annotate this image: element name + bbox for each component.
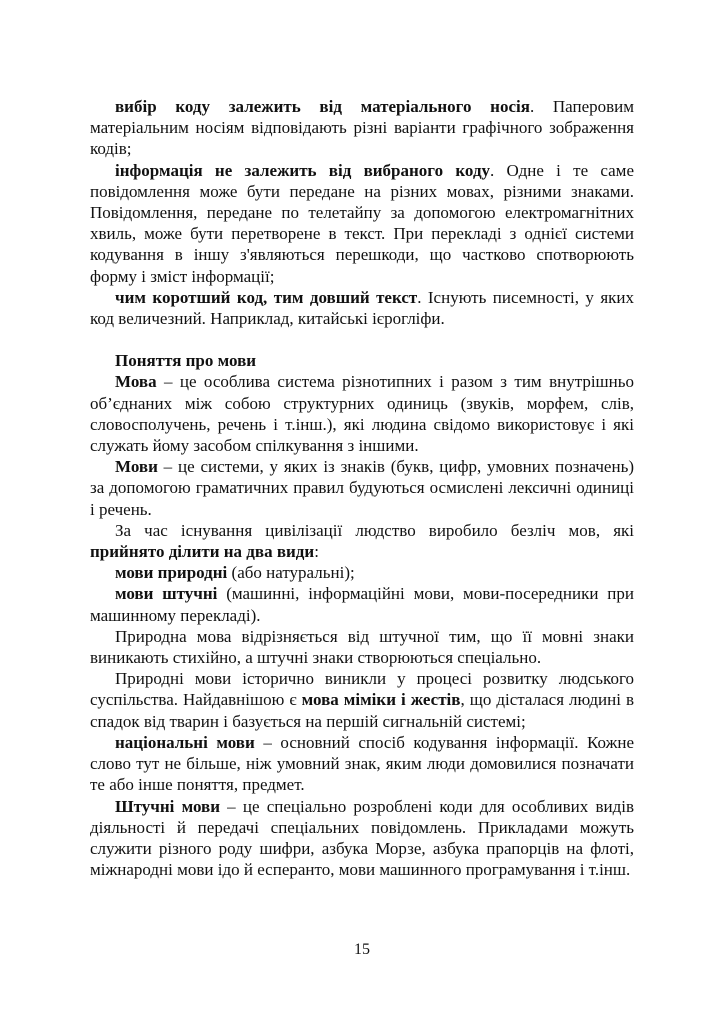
languages-systems-paragraph: Мови – це системи, у яких із знаків (букв, цифр, умовних позначень) за допомогою граматичних правил будуються осмислені лексичні одиниці і речень. (90, 457, 634, 519)
section-heading: Поняття про мови (115, 351, 257, 371)
page-number: 15 (354, 941, 370, 958)
language-definition-paragraph: Мова – це особлива система різнотипних і разом з тим внутрішньо об’єднаних між собою структурних одиниць (звуків, морфем, слів, словосполучень, речень і т.інш.), які людина свідомо використовує і які служать йому засобом спілкування з іншими. (90, 372, 634, 456)
artificial-definition-paragraph: Штучні мови – це спеціально розроблені коди для особливих видів діяльності й передачі спеціальних повідомлень. Прикладами можуть служити різного роду шифри, азбука Морзе, азбука прапорців на флоті, міжнародні мови ідо й есперанто, мови машинного програмування і т.інш. (90, 796, 634, 880)
civilization-paragraph: За час існування цивілізації людство виробило безліч мов, які прийнято ділити на два види: (90, 520, 634, 562)
artificial-languages-item: мови штучні (машинні, інформаційні мови, мови-посередники при машинному перекладі). (90, 584, 634, 625)
natural-vs-artificial-paragraph: Природна мова відрізняється від штучної тим, що її мовні знаки виникають стихійно, а штучні знаки створюються спеціально. (90, 626, 634, 668)
short-code-paragraph: чим коротший код, тим довший текст. Існують писемності, у яких код величезний. Наприклад, китайські ієрогліфи. (90, 287, 634, 329)
code-choice-paragraph: вибір коду залежить від матеріального носія. Паперовим матеріальним носіям відповідають різні варіанти графічного зображення кодів; (90, 97, 634, 159)
gesture-language-paragraph: Природні мови історично виникли у процесі розвитку людського суспільства. Найдавнішою є мова міміки і жестів, що дісталася людині в спадок від тварин і базується на першій сигнальній системі; (90, 669, 634, 731)
natural-languages-item: мови природні (або натуральні); (115, 563, 355, 583)
national-languages-paragraph: національні мови – основний спосіб кодування інформації. Кожне слово тут не більше, ніж умовний знак, яким люди домовилися позначати те або інше поняття, предмет. (90, 732, 634, 795)
section-gap (90, 329, 634, 350)
document-page (90, 96, 634, 880)
info-independent-paragraph: інформація не залежить від вибраного коду. Одне і те саме повідомлення може бути передане на різних мовах, різними знаками. Повідомлення, передане по телетайпу за допомогою електромагнітних хвиль, може бути перетворене в текст. При перекладі з однієї системи кодування в іншу з'являються перешкоди, що частково спотворюють форму і зміст інформації; (90, 160, 634, 286)
